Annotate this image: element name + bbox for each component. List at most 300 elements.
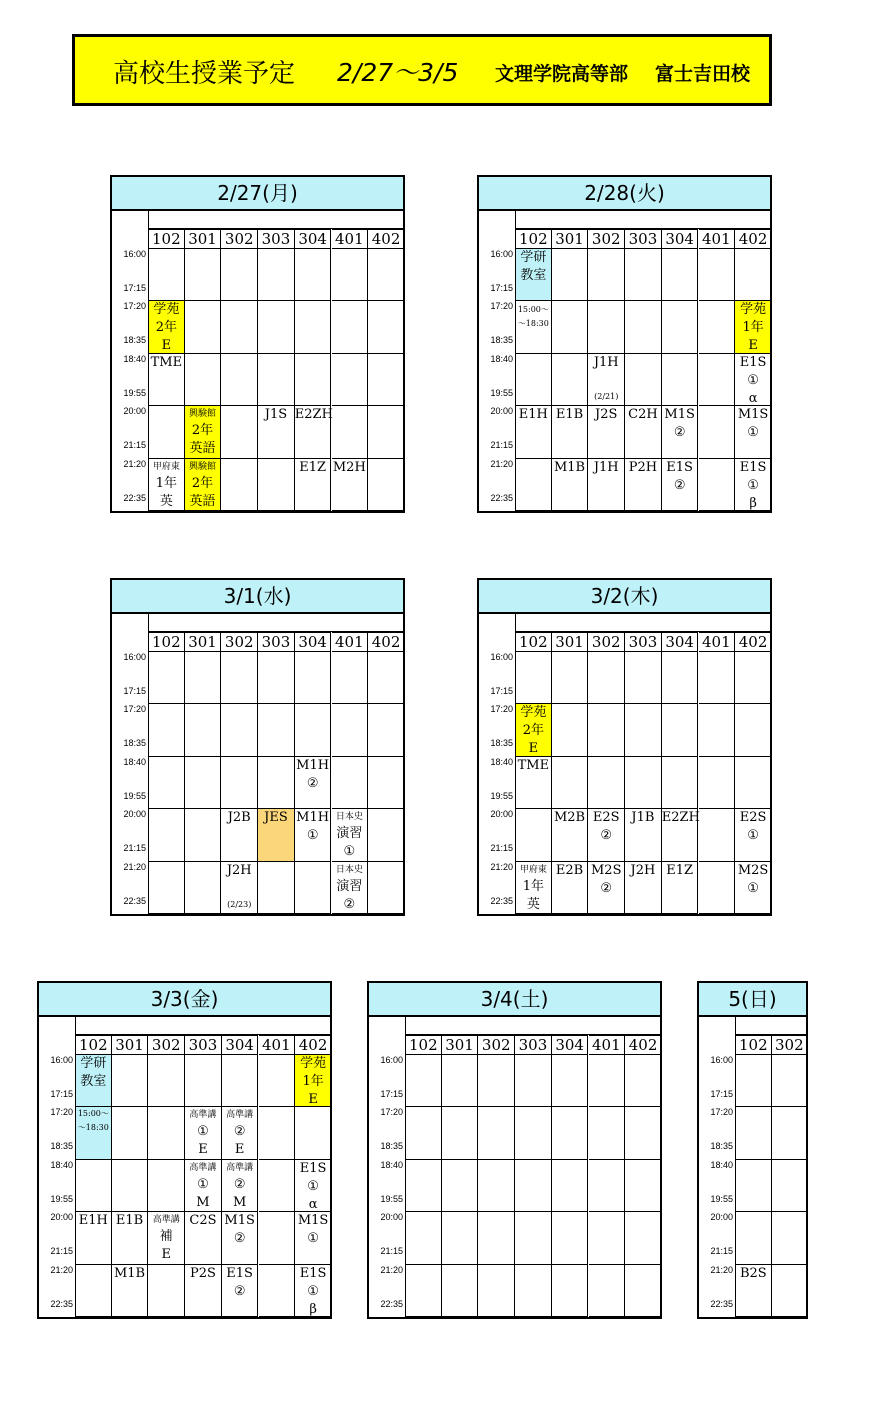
schedule-cell (112, 1107, 149, 1160)
schedule-cell (185, 354, 222, 406)
schedule-cell (368, 459, 405, 511)
schedule-cell (772, 1265, 808, 1317)
cell-line: E (528, 741, 539, 756)
cell-line: (2/21) (594, 392, 619, 401)
cell-line: 甲府東 (519, 865, 547, 875)
time-label: 16:00 (123, 249, 146, 259)
schedule-cell (368, 406, 405, 459)
cell-line: M2S (590, 863, 622, 878)
schedule-cell (589, 1265, 626, 1317)
time-label: 21:20 (123, 459, 146, 469)
schedule-cell (368, 862, 405, 914)
schedule-cell (735, 1160, 772, 1212)
schedule-cell (185, 406, 222, 459)
school-name: 文理学院高等部 (495, 63, 629, 85)
schedule-cell (222, 1265, 259, 1317)
schedule-cell (772, 1055, 808, 1107)
schedule-cell (112, 1055, 149, 1107)
schedule-cell (552, 809, 589, 862)
cell-line: 〜18:30 (77, 1123, 109, 1132)
cell-line: ① (307, 1284, 319, 1299)
schedule-cell (625, 1055, 662, 1107)
schedule-cell (332, 704, 369, 757)
schedule-cell (588, 354, 625, 406)
schedule-cell (332, 459, 369, 511)
cell-line: 英語 (189, 441, 216, 456)
cell-line: 1年 (302, 1074, 324, 1089)
schedule-cell (148, 354, 185, 406)
schedule-cell (221, 459, 258, 511)
schedule-cell (589, 1055, 626, 1107)
schedule-cell (735, 249, 772, 301)
cell-line: β (749, 496, 757, 511)
cell-line: ① (307, 1179, 319, 1194)
schedule-cell (588, 652, 625, 704)
schedule-cell (221, 757, 258, 809)
frame-left (367, 1015, 369, 1319)
schedule-cell (662, 809, 699, 862)
schedule-cell (332, 652, 369, 704)
cell-line: J1S (264, 407, 288, 422)
time-label: 20:00 (490, 809, 513, 819)
room-header-302: 302 (148, 1035, 185, 1055)
schedule-cell (75, 1160, 112, 1212)
schedule-cell (735, 459, 772, 511)
time-label: 19:55 (50, 1194, 73, 1204)
room-header-402: 402 (625, 1035, 662, 1055)
cell-line: J2B (227, 810, 251, 825)
cell-line: 学研 (520, 250, 547, 265)
cell-line: ① (747, 373, 759, 388)
cell-line: M1S (664, 407, 695, 422)
room-header-303: 303 (258, 229, 295, 249)
cell-line: J1H (593, 460, 619, 475)
time-label: 18:35 (380, 1141, 403, 1151)
branch-name: 富士吉田校 (655, 63, 751, 85)
room-header-302: 302 (221, 632, 258, 652)
time-label: 21:15 (490, 843, 513, 853)
schedule-cell (515, 249, 552, 328)
frame-left (477, 612, 479, 916)
time-label: 20:00 (50, 1212, 73, 1222)
cell-line: E1S (666, 460, 693, 475)
time-label: 22:35 (490, 493, 513, 503)
time-label: 21:15 (490, 440, 513, 450)
cell-line: (2/23) (227, 900, 252, 909)
schedule-cell (185, 704, 222, 757)
cell-line: M2H (332, 460, 366, 475)
room-header-102: 102 (405, 1035, 442, 1055)
schedule-cell (662, 862, 699, 914)
frame-bottom (110, 511, 405, 513)
day-block (367, 981, 662, 1319)
time-label: 18:35 (490, 738, 513, 748)
schedule-cell (515, 301, 552, 354)
schedule-cell (368, 354, 405, 406)
cell-line: P2S (189, 1266, 216, 1281)
time-label: 21:15 (380, 1246, 403, 1256)
cell-line: ② (600, 828, 613, 843)
schedule-cell (258, 406, 295, 459)
cell-line: E1S (226, 1266, 253, 1281)
schedule-cell (258, 757, 295, 809)
cell-line: 2年 (191, 423, 214, 438)
room-header-301: 301 (185, 632, 222, 652)
day-header: 3/1(水) (110, 578, 405, 614)
frame-left (477, 209, 479, 513)
schedule-cell (552, 249, 589, 301)
cell-line: 1年 (522, 879, 544, 894)
schedule-cell (332, 862, 369, 914)
time-label: 16:00 (710, 1055, 733, 1065)
cell-line: 日本史 (335, 865, 363, 875)
room-header-102: 102 (148, 632, 185, 652)
schedule-cell (148, 1265, 185, 1317)
time-label: 21:20 (50, 1265, 73, 1275)
cell-line: M1H (296, 810, 330, 825)
cell-line: 学苑 (520, 705, 547, 720)
cell-line: E1Z (299, 460, 327, 475)
schedule-cell (332, 354, 369, 406)
room-header-401: 401 (589, 1035, 626, 1055)
schedule-cell (735, 757, 772, 809)
schedule-cell (515, 459, 552, 511)
schedule-cell (735, 1055, 772, 1107)
schedule-cell (699, 249, 736, 301)
cell-line: ② (673, 478, 686, 493)
time-label: 17:20 (710, 1107, 733, 1117)
schedule-cell (662, 704, 699, 757)
schedule-cell (662, 354, 699, 406)
schedule-cell (148, 757, 185, 809)
time-label: 19:55 (123, 388, 146, 398)
schedule-cell (662, 459, 699, 511)
cell-line: 高準講 (226, 1163, 254, 1173)
schedule-cell (588, 406, 625, 459)
room-header-301: 301 (552, 229, 589, 249)
cell-line: 甲府東 (152, 462, 180, 472)
time-label: 17:15 (380, 1089, 403, 1099)
time-label: 19:55 (123, 791, 146, 801)
schedule-cell (148, 1212, 185, 1265)
schedule-cell (772, 1160, 808, 1212)
schedule-cell (221, 301, 258, 354)
time-label: 20:00 (380, 1212, 403, 1222)
schedule-cell (699, 301, 736, 354)
cell-line: β (309, 1302, 317, 1317)
schedule-cell (258, 354, 295, 406)
schedule-cell (588, 809, 625, 862)
cell-line: ② (343, 897, 356, 912)
room-header-301: 301 (185, 229, 222, 249)
schedule-cell (735, 809, 772, 862)
schedule-cell (148, 809, 185, 862)
schedule-cell (75, 1265, 112, 1317)
room-header-303: 303 (515, 1035, 552, 1055)
schedule-cell (552, 704, 589, 757)
schedule-cell (332, 757, 369, 809)
schedule-cell (442, 1055, 479, 1107)
schedule-cell (442, 1160, 479, 1212)
schedule-cell (625, 406, 662, 459)
room-header-302: 302 (588, 632, 625, 652)
cell-line: ② (600, 881, 613, 896)
room-header-302: 302 (588, 229, 625, 249)
cell-line: 15:00〜 (517, 305, 549, 314)
frame-bottom (477, 914, 772, 916)
room-header-302: 302 (221, 229, 258, 249)
schedule-cell (405, 1055, 442, 1107)
schedule-cell (259, 1160, 296, 1212)
schedule-cell (332, 809, 369, 862)
schedule-cell (515, 809, 552, 862)
cell-line: J1B (631, 810, 655, 825)
cell-line: E (161, 338, 172, 353)
schedule-cell (589, 1107, 626, 1160)
cell-line: 演習 (336, 826, 363, 841)
schedule-cell (735, 704, 772, 757)
schedule-cell (552, 1107, 589, 1160)
schedule-cell (368, 757, 405, 809)
schedule-cell (259, 1107, 296, 1160)
time-label: 17:15 (490, 686, 513, 696)
cell-line: 英語 (189, 494, 216, 509)
schedule-cell (332, 406, 369, 459)
cell-line: 2年 (522, 723, 544, 738)
time-label: 17:20 (50, 1107, 73, 1117)
cell-line: M1B (553, 460, 586, 475)
schedule-cell (552, 757, 589, 809)
cell-line: J2H (226, 863, 252, 878)
room-header-303: 303 (625, 632, 662, 652)
schedule-cell (515, 354, 552, 406)
schedule-cell (515, 862, 552, 914)
schedule-cell (185, 301, 222, 354)
schedule-cell (112, 1265, 149, 1317)
schedule-cell (259, 1212, 296, 1265)
schedule-cell (258, 652, 295, 704)
cell-line: M1S (224, 1213, 255, 1228)
schedule-cell (148, 862, 185, 914)
cell-line: 演習 (336, 879, 363, 894)
schedule-cell (295, 1055, 332, 1107)
cell-line: E1H (518, 407, 548, 422)
time-label: 22:35 (123, 493, 146, 503)
day-block (110, 175, 405, 513)
schedule-cell (405, 1265, 442, 1317)
time-label: 21:20 (123, 862, 146, 872)
day-block (477, 578, 772, 916)
schedule-cell (148, 249, 185, 301)
cell-line: E (308, 1092, 318, 1107)
frame-bottom (37, 1317, 332, 1319)
cell-line (221, 880, 257, 898)
time-label: 22:35 (490, 896, 513, 906)
schedule-cell (625, 809, 662, 862)
cell-line: B2S (739, 1266, 767, 1281)
schedule-cell (295, 809, 332, 862)
schedule-cell (478, 1265, 515, 1317)
cell-line: 学苑 (153, 302, 180, 317)
frame-bottom (477, 511, 772, 513)
schedule-cell (515, 1055, 552, 1107)
title-main: 高校生授業予定 (113, 59, 296, 89)
cell-line: 学苑 (300, 1056, 327, 1071)
time-label: 21:20 (710, 1265, 733, 1275)
schedule-cell (625, 354, 662, 406)
schedule-cell (625, 757, 662, 809)
schedule-cell (588, 249, 625, 301)
schedule-cell (735, 862, 772, 914)
time-label: 21:20 (490, 862, 513, 872)
title-dates: 2/27〜3/5 (337, 58, 459, 87)
room-header-302: 302 (478, 1035, 515, 1055)
cell-line: 1年 (742, 320, 764, 335)
schedule-cell (699, 459, 736, 511)
schedule-cell (221, 354, 258, 406)
day-header: 3/2(木) (477, 578, 772, 614)
schedule-cell (515, 704, 552, 757)
schedule-cell (295, 1107, 332, 1160)
schedule-cell (515, 1107, 552, 1160)
schedule-cell (662, 652, 699, 704)
room-header-304: 304 (662, 229, 699, 249)
room-header-302: 302 (772, 1035, 808, 1055)
schedule-cell (625, 862, 662, 914)
cell-line: ① (197, 1177, 209, 1192)
time-label: 20:00 (710, 1212, 733, 1222)
schedule-cell (185, 1160, 222, 1212)
cell-line: ① (747, 425, 759, 440)
frame-right (806, 1015, 808, 1319)
schedule-cell (185, 809, 222, 862)
cell-line: 〜18:30 (517, 319, 549, 328)
room-header-401: 401 (259, 1035, 296, 1055)
room-header-303: 303 (625, 229, 662, 249)
schedule-cell (478, 1212, 515, 1265)
day-block (477, 175, 772, 513)
cell-line: E1S (739, 460, 767, 475)
schedule-cell (332, 301, 369, 354)
room-header-102: 102 (75, 1035, 112, 1055)
frame-left (110, 612, 112, 916)
cell-line: ① (747, 828, 759, 843)
cell-line: 高準講 (189, 1163, 217, 1173)
time-label: 18:40 (710, 1160, 733, 1170)
cell-line: ② (306, 776, 319, 791)
schedule-cell (772, 1212, 808, 1265)
schedule-cell (625, 1160, 662, 1212)
time-label: 18:40 (490, 757, 513, 767)
cell-line: E1S (739, 355, 767, 370)
day-header: 5(日) (697, 981, 808, 1017)
schedule-cell (662, 757, 699, 809)
schedule-cell (185, 1107, 222, 1160)
frame-left (110, 209, 112, 513)
time-label: 18:40 (123, 354, 146, 364)
time-label: 18:35 (50, 1141, 73, 1151)
schedule-cell (699, 809, 736, 862)
schedule-cell (221, 704, 258, 757)
schedule-cell (148, 1160, 185, 1212)
schedule-cell (258, 704, 295, 757)
cell-line: E1S (299, 1266, 327, 1281)
schedule-cell (295, 406, 332, 459)
schedule-cell (405, 1160, 442, 1212)
schedule-cell (552, 1212, 589, 1265)
schedule-cell (735, 406, 772, 459)
cell-line: E1S (299, 1161, 327, 1176)
cell-line: 学苑 (740, 302, 767, 317)
cell-line: 日本史 (335, 812, 363, 822)
time-label: 17:20 (380, 1107, 403, 1117)
cell-line: ① (197, 1124, 209, 1139)
frame-right (403, 209, 405, 513)
room-blank-row (405, 1015, 662, 1035)
room-header-401: 401 (699, 229, 736, 249)
schedule-cell (368, 704, 405, 757)
cell-line: E2S (739, 810, 767, 825)
cell-line: M1H (296, 758, 330, 773)
room-blank-row (148, 612, 405, 632)
schedule-cell (625, 301, 662, 354)
schedule-cell (735, 1212, 772, 1265)
time-label: 17:15 (123, 283, 146, 293)
schedule-cell (295, 459, 332, 511)
room-header-301: 301 (552, 632, 589, 652)
schedule-cell (478, 1160, 515, 1212)
schedule-cell (699, 862, 736, 914)
time-label: 22:35 (380, 1299, 403, 1309)
cell-line: E2B (555, 863, 584, 878)
time-label: 17:20 (123, 704, 146, 714)
schedule-cell (258, 249, 295, 301)
time-label: 17:15 (123, 686, 146, 696)
time-label: 21:15 (123, 843, 146, 853)
time-label: 17:15 (490, 283, 513, 293)
frame-left (697, 1015, 699, 1319)
schedule-cell (662, 249, 699, 301)
schedule-cell (625, 249, 662, 301)
schedule-cell (295, 1212, 332, 1265)
frame-right (660, 1015, 662, 1319)
time-label: 16:00 (490, 652, 513, 662)
schedule-cell (515, 757, 552, 809)
schedule-title-banner (72, 34, 772, 106)
schedule-cell (588, 757, 625, 809)
frame-bottom (367, 1317, 662, 1319)
room-header-303: 303 (185, 1035, 222, 1055)
schedule-cell (222, 1055, 259, 1107)
cell-line: J2S (595, 407, 618, 422)
schedule-cell (112, 1160, 149, 1212)
schedule-cell (185, 1212, 222, 1265)
cell-line: 補 (159, 1229, 173, 1244)
time-label: 18:40 (123, 757, 146, 767)
time-label: 22:35 (50, 1299, 73, 1309)
frame-right (330, 1015, 332, 1319)
room-header-401: 401 (699, 632, 736, 652)
schedule-cell (442, 1265, 479, 1317)
time-label: 17:20 (123, 301, 146, 311)
schedule-cell (405, 1107, 442, 1160)
room-header-402: 402 (368, 632, 405, 652)
room-header-304: 304 (662, 632, 699, 652)
schedule-cell (588, 704, 625, 757)
schedule-cell (515, 652, 552, 704)
cell-line: M1S (737, 407, 769, 422)
time-label: 18:35 (490, 335, 513, 345)
